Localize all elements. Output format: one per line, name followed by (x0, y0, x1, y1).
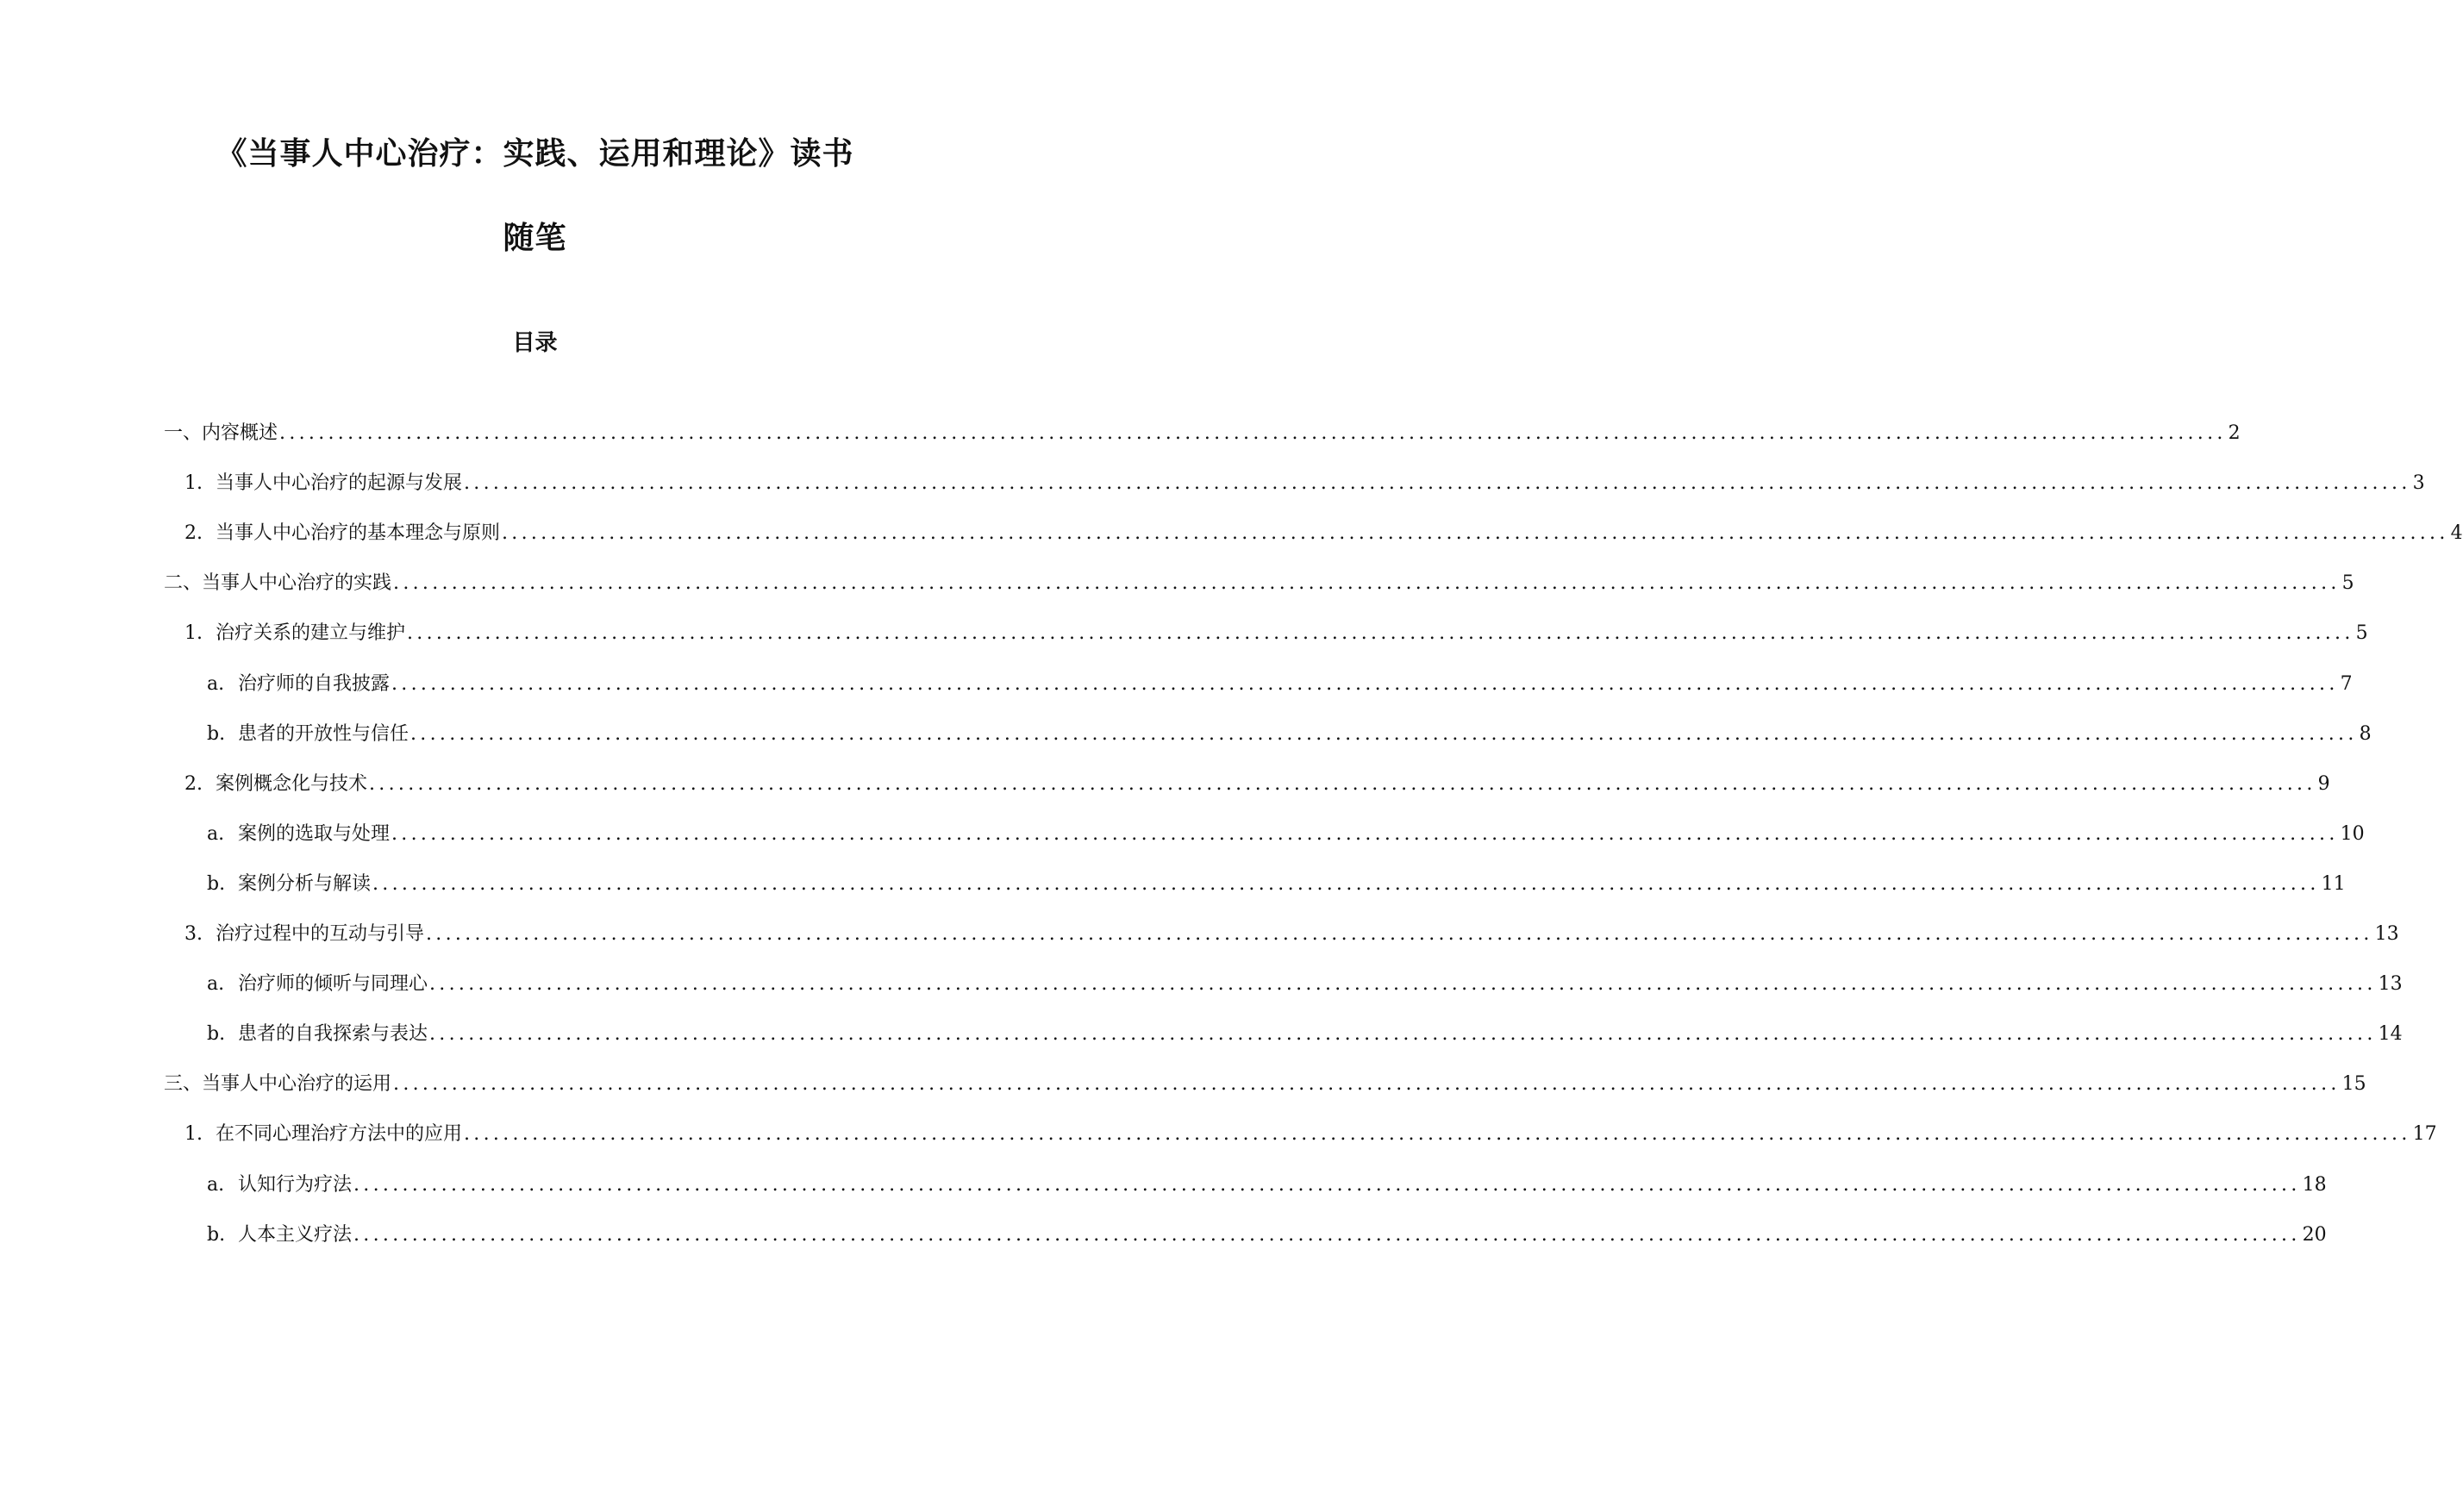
toc-dot-leader: ........................................................................................................................................................................................................ (279, 422, 2227, 444)
toc-entry-page-number: 17 (2412, 1123, 2437, 1146)
toc-entry-page-number: 13 (2374, 923, 2399, 945)
toc-entry-number: b. (207, 1223, 226, 1246)
toc-entry-title: 治疗师的自我披露 (238, 672, 391, 695)
toc-entry-title: 内容概述 (202, 422, 278, 444)
toc-entry-title: 在不同心理治疗方法中的应用 (216, 1123, 463, 1146)
toc-dot-leader: ........................................................................................................................................................................................................ (429, 973, 2377, 996)
toc-entry[interactable] (207, 1167, 2327, 1198)
toc-entry-title: 认知行为疗法 (238, 1173, 353, 1196)
toc-entry[interactable] (207, 716, 2372, 747)
toc-entry-number: 三、 (164, 1073, 203, 1096)
toc-entry[interactable] (164, 415, 2241, 447)
toc-entry[interactable] (207, 1217, 2327, 1248)
toc-entry-title: 当事人中心治疗的运用 (202, 1073, 392, 1096)
toc-dot-leader: ........................................................................................................................................................................................................ (391, 672, 2339, 695)
toc-entry-page-number: 3 (2412, 472, 2425, 495)
toc-entry-number: 一、 (164, 422, 203, 444)
toc-entry-number: a. (207, 672, 225, 695)
toc-entry-page-number: 15 (2341, 1073, 2366, 1096)
toc-entry[interactable] (207, 666, 2353, 697)
toc-dot-leader: ........................................................................................................................................................................................................ (429, 1023, 2377, 1046)
toc-dot-leader: ........................................................................................................................................................................................................ (391, 822, 2339, 845)
toc-entry[interactable] (207, 966, 2403, 997)
toc-entry-title: 案例的选取与处理 (238, 822, 391, 845)
toc-entry[interactable] (207, 816, 2365, 847)
toc-entry-page-number: 13 (2378, 973, 2403, 996)
toc-entry-page-number: 11 (2321, 872, 2346, 895)
toc-entry-number: a. (207, 1173, 225, 1196)
toc-entry-page-number: 9 (2317, 772, 2330, 795)
toc-entry[interactable] (164, 1066, 2366, 1097)
toc-entry-number: a. (207, 822, 225, 845)
toc-entry-title: 治疗师的倾听与同理心 (238, 973, 428, 996)
toc-entry-number: 1. (184, 1123, 203, 1146)
toc-entry-number: b. (207, 1023, 226, 1046)
toc-entry-page-number: 5 (2341, 572, 2354, 595)
toc-entry-number: b. (207, 872, 226, 895)
document-title-line-1: 《当事人中心治疗：实践、运用和理论》读书 (216, 135, 854, 172)
toc-dot-leader: ........................................................................................................................................................................................................ (369, 772, 2316, 795)
toc-dot-leader: ........................................................................................................................................................................................................ (410, 722, 2358, 745)
toc-entry-title: 患者的开放性与信任 (238, 722, 409, 745)
toc-heading: 目录 (512, 330, 558, 356)
toc-entry[interactable] (184, 515, 2463, 547)
toc-dot-leader: ........................................................................................................................................................................................................ (372, 872, 2320, 895)
toc-entry-page-number: 20 (2302, 1223, 2327, 1246)
toc-entry-number: 1. (184, 472, 203, 495)
toc-entry-title: 案例概念化与技术 (216, 772, 368, 795)
toc-entry-page-number: 7 (2340, 672, 2353, 695)
toc-dot-leader: ........................................................................................................................................................................................................ (353, 1173, 2301, 1196)
toc-entry-page-number: 4 (2450, 522, 2463, 545)
toc-dot-leader: ........................................................................................................................................................................................................ (393, 1073, 2341, 1096)
toc-entry-number: 2. (184, 522, 203, 545)
toc-entry[interactable] (184, 615, 2368, 647)
toc-dot-leader: ........................................................................................................................................................................................................ (407, 622, 2354, 645)
toc-entry[interactable] (164, 565, 2354, 597)
toc-entry-page-number: 10 (2340, 822, 2365, 845)
toc-dot-leader: ........................................................................................................................................................................................................ (464, 472, 2411, 495)
toc-entry-number: 二、 (164, 572, 203, 595)
toc-entry-number: b. (207, 722, 226, 745)
toc-entry-title: 治疗过程中的互动与引导 (216, 923, 425, 945)
toc-entry-title: 当事人中心治疗的实践 (202, 572, 392, 595)
toc-entry-title: 治疗关系的建立与维护 (216, 622, 406, 645)
toc-entry-number: 2. (184, 772, 203, 795)
toc-entry-title: 案例分析与解读 (238, 872, 372, 895)
toc-entry[interactable] (207, 1016, 2403, 1047)
toc-dot-leader: ........................................................................................................................................................................................................ (353, 1223, 2301, 1246)
toc-entry-page-number: 14 (2378, 1023, 2403, 1046)
toc-entry-number: 1. (184, 622, 203, 645)
toc-entry-page-number: 2 (2228, 422, 2241, 444)
toc-entry[interactable] (184, 766, 2330, 797)
toc-entry-number: 3. (184, 923, 203, 945)
toc-entry-title: 患者的自我探索与表达 (238, 1023, 428, 1046)
toc-entry-page-number: 8 (2359, 722, 2372, 745)
toc-dot-leader: ........................................................................................................................................................................................................ (393, 572, 2341, 595)
toc-entry[interactable] (184, 916, 2399, 947)
toc-entry-title: 当事人中心治疗的基本理念与原则 (216, 522, 501, 545)
toc-entry-title: 人本主义疗法 (238, 1223, 353, 1246)
toc-entry-number: a. (207, 973, 225, 996)
toc-entry-title: 当事人中心治疗的起源与发展 (216, 472, 463, 495)
toc-entry-page-number: 5 (2355, 622, 2368, 645)
toc-dot-leader: ........................................................................................................................................................................................................ (426, 923, 2373, 945)
toc-dot-leader: ........................................................................................................................................................................................................ (502, 522, 2449, 545)
toc-entry-page-number: 18 (2302, 1173, 2327, 1196)
toc-entry[interactable] (184, 1116, 2437, 1147)
toc-entry[interactable] (207, 866, 2346, 897)
toc-entry[interactable] (184, 465, 2425, 497)
toc-dot-leader: ........................................................................................................................................................................................................ (464, 1123, 2411, 1146)
document-title-line-2: 随笔 (503, 220, 567, 256)
